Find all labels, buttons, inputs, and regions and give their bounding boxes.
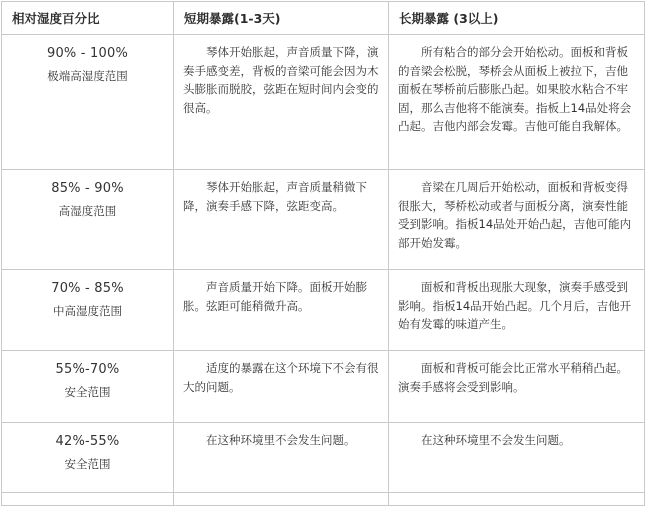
empty-cell [389,493,645,506]
humidity-range-cell [2,423,174,493]
table-header-row [2,2,645,35]
empty-cell [2,493,174,506]
empty-cell [174,493,389,506]
humidity-range-label: 中高湿度范围 [53,304,122,318]
table-row [2,170,645,270]
humidity-range-cell [2,170,174,270]
humidity-range-value: 90% - 100% [46,46,128,61]
humidity-range-cell [2,270,174,351]
long-exposure-text: 音梁在几周后开始松动，面板和背板变得很胀大，琴桥松动或者与面板分离，演奏性能受到影响。指板14品处开始凸起，吉他可能内部开始发霉。 [398,180,632,250]
long-exposure-cell [389,351,645,423]
header-short-exposure: 短期暴露(1-3天) [174,2,389,35]
humidity-range-value: 55%-70% [55,362,120,377]
table-row-partial [2,493,645,506]
long-exposure-text: 面板和背板可能会比正常水平稍稍凸起。演奏手感将会受到影响。 [398,361,628,394]
humidity-range-value: 70% - 85% [51,281,124,296]
humidity-range-cell [2,351,174,423]
table-row [2,423,645,493]
humidity-range-cell [2,35,174,170]
humidity-range-label: 安全范围 [64,457,111,471]
short-exposure-text: 琴体开始胀起，声音质量稍微下降，演奏手感下降，弦距变高。 [183,180,367,213]
short-exposure-text: 适度的暴露在这个环境下不会有很大的问题。 [183,361,379,394]
long-exposure-cell [389,35,645,170]
humidity-range-label: 安全范围 [64,385,111,399]
humidity-range-value: 85% - 90% [51,181,124,196]
short-exposure-text: 琴体开始胀起，声音质量下降，演奏手感变差，背板的音梁可能会因为木头膨胀而脱胶，弦距在短时间内会变的很高。 [183,45,379,115]
long-exposure-cell [389,423,645,493]
humidity-range-label: 高湿度范围 [58,204,117,218]
humidity-range-label: 极端高湿度范围 [47,69,128,83]
short-exposure-cell [174,351,389,423]
long-exposure-text: 在这种环境里不会发生问题。 [421,433,571,447]
short-exposure-cell [174,423,389,493]
short-exposure-cell [174,170,389,270]
humidity-exposure-table [1,1,645,506]
humidity-range-value: 42%-55% [55,434,120,449]
header-long-exposure: 长期暴露 (3以上) [389,2,645,35]
table-row [2,351,645,423]
short-exposure-text: 在这种环境里不会发生问题。 [206,433,356,447]
table-row [2,35,645,170]
short-exposure-text: 声音质量开始下降。面板开始膨胀。弦距可能稍微升高。 [183,280,367,313]
long-exposure-text: 所有粘合的部分会开始松动。面板和背板的音梁会松脱，琴桥会从面板上被拉下，吉他面板在琴桥前后膨胀凸起。如果胶水粘合不牢固，那么吉他将不能演奏。指板上14品处将会凸起。吉他内部会发霉。吉他可能自我解体。 [398,45,632,133]
long-exposure-text: 面板和背板出现胀大现象，演奏手感受到影响。指板14品开始凸起。几个月后，吉他开始有发霉的味道产生。 [398,280,632,331]
long-exposure-cell [389,170,645,270]
table-row [2,270,645,351]
long-exposure-cell [389,270,645,351]
short-exposure-cell [174,35,389,170]
short-exposure-cell [174,270,389,351]
header-humidity-percent: 相对湿度百分比 [2,2,174,35]
